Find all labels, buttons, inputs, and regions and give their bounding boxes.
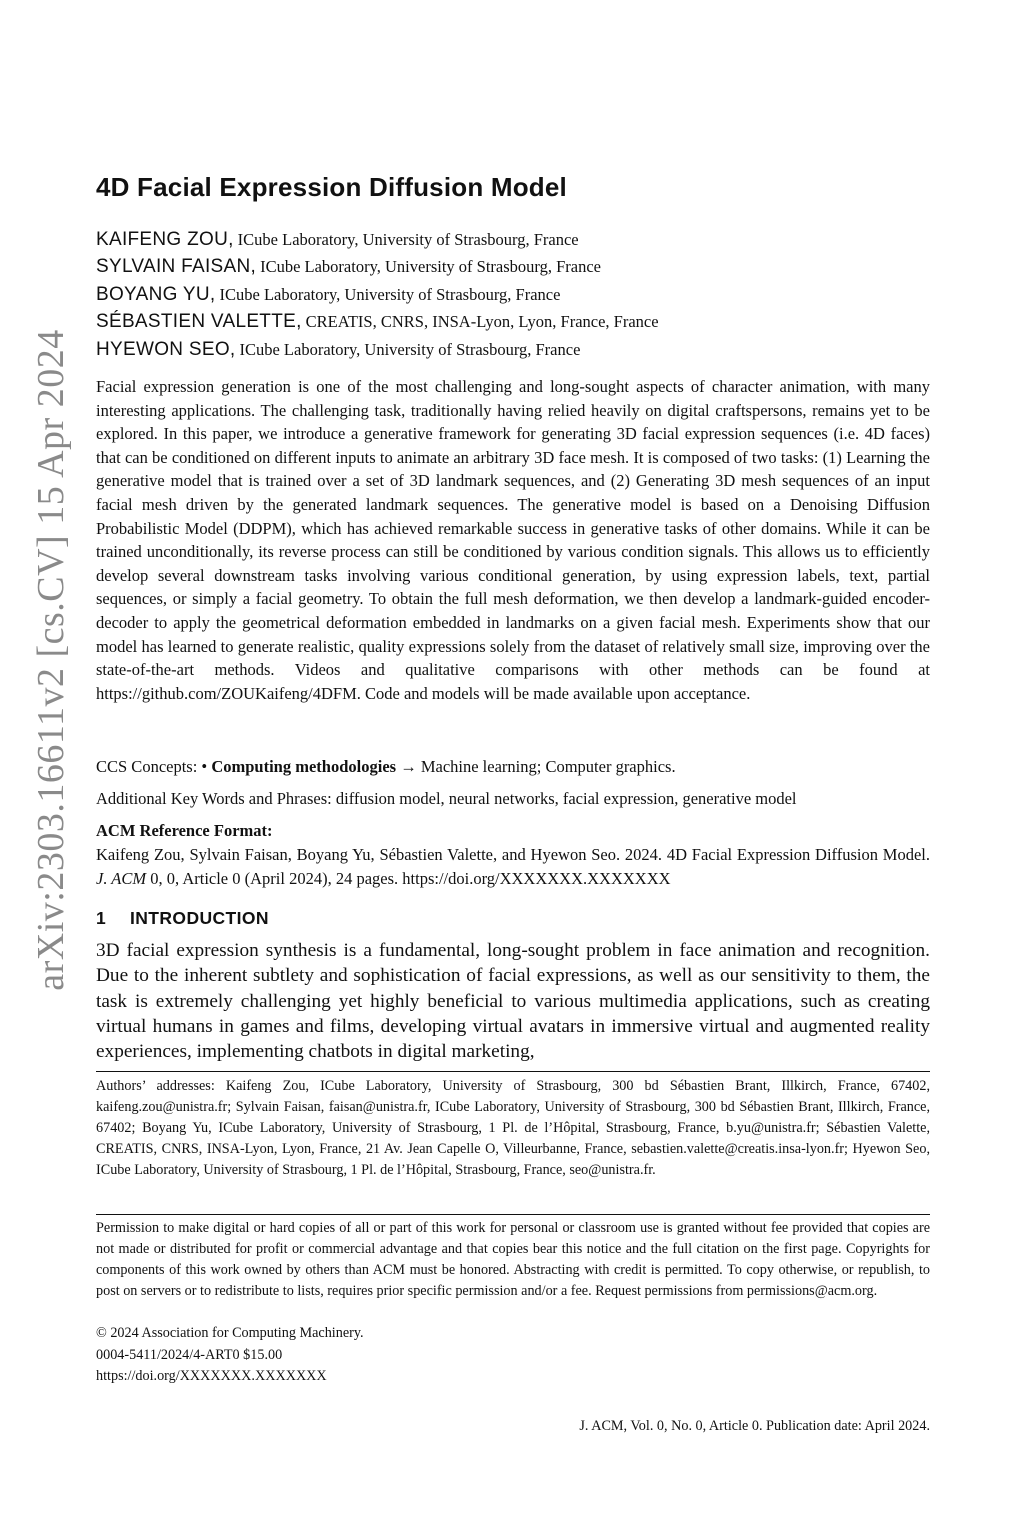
arxiv-sidebar-stamp — [28, 290, 74, 1030]
author-entry — [96, 339, 659, 366]
author-entry — [96, 256, 659, 283]
author-name: BOYANG YU, — [96, 283, 216, 305]
author-name: SÉBASTIEN VALETTE, — [96, 311, 302, 333]
ccs-category: Computing methodologies — [211, 757, 397, 776]
author-entry — [96, 284, 659, 311]
section-number: 1 — [96, 908, 107, 928]
author-addresses: Authors’ addresses: Kaifeng Zou, ICube Laboratory, University of Strasbourg, 300 bd Sébastien Brant, Illkirch, France, 67402, kaifeng.zou@unistra.fr; Sylvain Faisan, faisan@unistra.fr, ICube Laboratory, University of Strasbourg, 300 bd Sébastien Brant, Illkirch, France, 67402; Boyang Yu, ICube Laboratory, University of Strasbourg, 1 Pl. de l’Hôpital, Strasbourg, France, b.yu@unistra.fr; Sébastien Valette, CREATIS, CNRS, INSA-Lyon, Lyon, France, 21 Av. Jean Capelle O, Villeurbanne, France, sebastien.valette@creatis.insa-lyon.fr; Hyewon Seo, ICube Laboratory, University of Strasbourg, 1 Pl. de l’Hôpital, Strasbourg, France, seo@unistra.fr. — [96, 1078, 930, 1178]
arxiv-identifier: arXiv:2303.16611v2 [cs.CV] 15 Apr 2024 — [30, 329, 72, 991]
abstract: Facial expression generation is one of the most challenging and long-sought aspects of character animation, with many interesting applications. The challenging task, traditionally having relied heavily on digital craftspersons, remains yet to be explored. In this paper, we introduce a generative framework for generating 3D facial expression sequences (i.e. 4D faces) that can be conditioned on different inputs to animate an arbitrary 3D face mesh. It is composed of two tasks: (1) Learning the generative model that is trained over a set of 3D landmark sequences, and (2) Generating 3D mesh sequences of an input facial mesh driven by the generated landmark sequences. The generative model is based on a Denoising Diffusion Probabilistic Model (DDPM), which has achieved remarkable success in generative tasks of other domains. While it can be trained unconditionally, its reverse process can still be conditioned by various condition signals. This allows us to efficiently develop several downstream tasks involving various conditional generation, by using expression labels, text, partial sequences, or simply a facial geometry. To obtain the full mesh deformation, we then develop a landmark-guided encoder-decoder to apply the geometrical deformation embedded in landmarks on a given facial mesh. Experiments show that our model has learned to generate realistic, quality expressions solely from the dataset of relatively small size, improving over the state-of-the-art methods. Videos and qualitative comparisons with other methods can be found at https://github.com/ZOUKaifeng/4DFM. Code and models will be made available upon acceptance. — [96, 377, 930, 703]
author-affiliation: ICube Laboratory, University of Strasbourg, France — [237, 230, 579, 249]
author-entry — [96, 311, 659, 338]
copyright-line: © 2024 Association for Computing Machinery. — [96, 1325, 364, 1341]
section-heading — [96, 908, 269, 929]
acm-reference-heading: ACM Reference Format: — [96, 821, 273, 840]
acm-reference-authors: Kaifeng Zou, Sylvain Faisan, Boyang Yu, Sébastien Valette, and Hyewon Seo. 2024. 4D Facial Expression Diffusion Model. — [96, 845, 930, 864]
running-footer: J. ACM, Vol. 0, No. 0, Article 0. Publication date: April 2024. — [579, 1418, 930, 1434]
keywords: Additional Key Words and Phrases: diffusion model, neural networks, facial expression, generative model — [96, 789, 797, 808]
ccs-prefix: CCS Concepts: • — [96, 757, 212, 776]
author-name: HYEWON SEO, — [96, 338, 236, 360]
author-name: KAIFENG ZOU, — [96, 229, 234, 250]
permission-notice: Permission to make digital or hard copies of all or part of this work for personal or classroom use is granted without fee provided that copies are not made or distributed for profit or commercial advantage and that copies bear this notice and the full citation on the first page. Copyrights for components of this work owned by others than ACM must be honored. Abstracting with credit is permitted. To copy otherwise, or republish, to post on servers or to redistribute to lists, requires prior specific permission and/or a fee. Request permissions from permissions@acm.org. — [96, 1220, 930, 1299]
author-entry — [96, 229, 659, 256]
ccs-concepts — [96, 755, 930, 779]
ccs-terms: → Machine learning; Computer graphics. — [396, 757, 676, 776]
section-title: INTRODUCTION — [130, 908, 269, 928]
author-affiliation: ICube Laboratory, University of Strasbourg, France — [219, 284, 561, 304]
footnote-divider — [96, 1071, 930, 1072]
author-list — [96, 229, 659, 366]
acm-reference — [96, 843, 930, 890]
paper-title: 4D Facial Expression Diffusion Model — [96, 172, 567, 202]
issn-line: 0004-5411/2024/4-ART0 $15.00 — [96, 1347, 283, 1363]
acm-reference-journal: J. ACM — [96, 868, 147, 888]
author-affiliation: CREATIS, CNRS, INSA-Lyon, Lyon, France, France — [305, 312, 659, 332]
acm-reference-details: 0, 0, Article 0 (April 2024), 24 pages. https://doi.org/XXXXXXX.XXXXXXX — [146, 868, 671, 888]
doi-link: https://doi.org/XXXXXXX.XXXXXXX — [96, 1368, 327, 1384]
author-affiliation: ICube Laboratory, University of Strasbourg, France — [239, 339, 581, 359]
author-affiliation: ICube Laboratory, University of Strasbourg, France — [260, 257, 601, 277]
permission-divider — [96, 1214, 930, 1215]
introduction-text: 3D facial expression synthesis is a fundamental, long-sought problem in face animation and recognition. Due to the inherent subtlety and sophistication of facial expressions, as well as our sensitivity to them, the task is extremely challenging yet highly beneficial to various multimedia applications, such as creating virtual humans in games and films, developing virtual avatars in immersive virtual and augmented reality experiences, implementing chatbots in digital marketing, — [96, 940, 930, 1063]
author-name: SYLVAIN FAISAN, — [96, 256, 257, 278]
